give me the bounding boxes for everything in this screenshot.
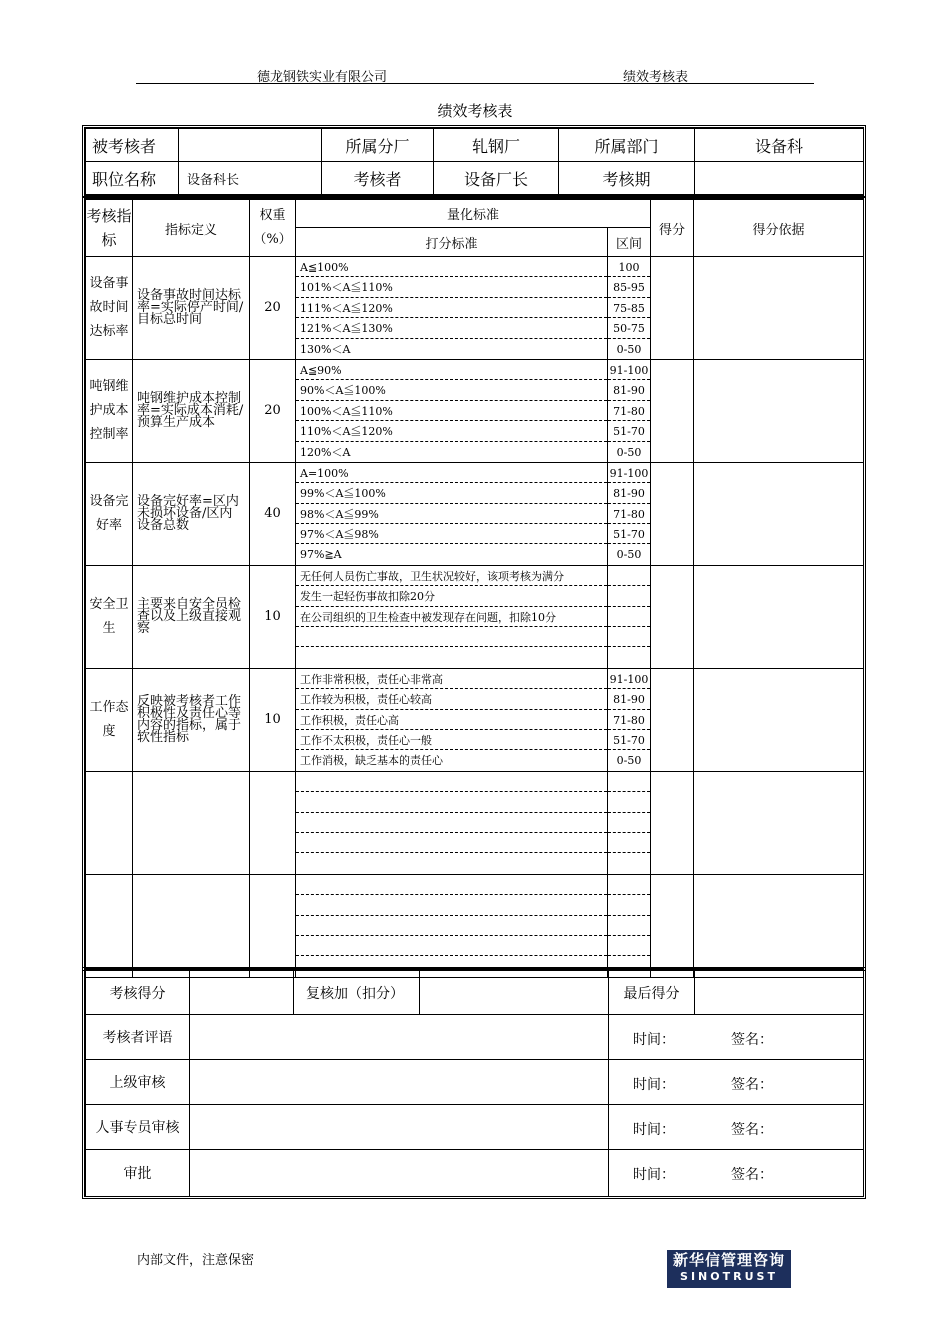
score-field[interactable] bbox=[651, 359, 694, 462]
col-definition: 指标定义 bbox=[133, 200, 250, 257]
review-row-sign bbox=[609, 1015, 864, 1060]
range-value: 51-70 bbox=[608, 421, 650, 441]
indicator-row bbox=[86, 565, 864, 668]
range-value: 0-50 bbox=[616, 754, 642, 768]
time-label: 时间： bbox=[633, 1167, 675, 1183]
col-quant: 量化标准 bbox=[296, 200, 651, 228]
basis-field[interactable] bbox=[694, 257, 864, 360]
basis-field[interactable] bbox=[694, 565, 864, 668]
scoring-criteria bbox=[296, 874, 608, 977]
sign-label: 签名： bbox=[731, 1122, 773, 1138]
info-table bbox=[82, 125, 866, 198]
indicator-definition: 设备完好率=区内未损坏设备/区内设备总数 bbox=[133, 462, 250, 565]
indicator-table bbox=[82, 196, 866, 971]
criterion-line: 发生一起轻伤事故扣除20分 bbox=[296, 586, 607, 606]
indicator-name: 吨钢维护成本控制率 bbox=[86, 359, 133, 462]
review-row-label: 审批 bbox=[86, 1150, 190, 1197]
time-label: 时间： bbox=[633, 1077, 675, 1093]
range-value: 85-95 bbox=[608, 277, 650, 297]
score-ranges bbox=[608, 462, 651, 565]
range-value: 91-100 bbox=[608, 669, 650, 689]
review-field[interactable] bbox=[420, 971, 609, 1015]
range-value bbox=[608, 586, 650, 606]
review-row-sign bbox=[609, 1060, 864, 1105]
range-value: 81-90 bbox=[608, 483, 650, 503]
indicator-row bbox=[86, 874, 864, 977]
criterion-line bbox=[296, 936, 607, 956]
range-value: 75-85 bbox=[608, 298, 650, 318]
indicator-name: 工作态度 bbox=[86, 668, 133, 771]
range-value: 51-70 bbox=[608, 730, 650, 750]
criterion-line bbox=[296, 627, 607, 647]
col-scoring: 打分标准 bbox=[296, 228, 608, 257]
range-value bbox=[608, 875, 650, 895]
footer-note: 内部文件，注意保密 bbox=[137, 1253, 255, 1268]
time-label: 时间： bbox=[633, 1032, 675, 1048]
sign-label: 签名： bbox=[731, 1077, 773, 1093]
indicator-weight bbox=[250, 771, 296, 874]
score-ranges bbox=[608, 668, 651, 771]
score-field[interactable] bbox=[651, 257, 694, 360]
indicator-definition bbox=[133, 771, 250, 874]
review-row-label: 考核者评语 bbox=[86, 1015, 190, 1060]
review-row-comment[interactable] bbox=[190, 1150, 609, 1197]
indicator-name bbox=[86, 874, 133, 977]
criterion-line: 98%＜A≦99% bbox=[296, 504, 607, 524]
indicator-row bbox=[86, 257, 864, 360]
examinee-label: 被考核者 bbox=[86, 129, 179, 162]
criterion-line: 工作消极，缺乏基本的责任心 bbox=[300, 754, 443, 768]
review-row-comment[interactable] bbox=[190, 1105, 609, 1150]
review-row-comment[interactable] bbox=[190, 1060, 609, 1105]
position-field[interactable]: 设备科长 bbox=[179, 162, 322, 195]
company-name: 德龙钢铁实业有限公司 bbox=[257, 70, 388, 85]
range-value: 0-50 bbox=[616, 548, 642, 562]
indicator-name: 安全卫生 bbox=[86, 565, 133, 668]
score-field[interactable] bbox=[190, 971, 294, 1015]
indicator-definition: 主要来自安全员检查以及上级直接观察 bbox=[133, 565, 250, 668]
dept-field[interactable]: 设备科 bbox=[695, 129, 864, 162]
range-value: 91-100 bbox=[608, 360, 650, 380]
examiner-label: 考核者 bbox=[322, 162, 434, 195]
criterion-line: 120%＜A bbox=[300, 445, 351, 459]
indicator-name: 设备完好率 bbox=[86, 462, 133, 565]
criterion-line: 工作积极，责任心高 bbox=[296, 710, 607, 730]
col-indicator: 考核指标 bbox=[86, 200, 133, 257]
scoring-criteria bbox=[296, 462, 608, 565]
review-row-label: 人事专员审核 bbox=[86, 1105, 190, 1150]
criterion-line: 130%＜A bbox=[300, 342, 351, 356]
range-value: 71-80 bbox=[608, 710, 650, 730]
criterion-line bbox=[296, 772, 607, 792]
basis-field[interactable] bbox=[694, 874, 864, 977]
range-value: 71-80 bbox=[608, 401, 650, 421]
col-range: 区间 bbox=[608, 228, 651, 257]
score-ranges bbox=[608, 565, 651, 668]
col-weight: 权重（%） bbox=[250, 200, 296, 257]
sinotrust-logo bbox=[667, 1250, 791, 1288]
range-value: 91-100 bbox=[608, 463, 650, 483]
range-value: 71-80 bbox=[608, 504, 650, 524]
basis-field[interactable] bbox=[694, 771, 864, 874]
criterion-line: 99%＜A≦100% bbox=[296, 483, 607, 503]
score-label: 考核得分 bbox=[86, 971, 190, 1015]
criterion-line bbox=[296, 833, 607, 853]
scoring-criteria bbox=[296, 565, 608, 668]
criterion-line: 无任何人员伤亡事故，卫生状况较好，该项考核为满分 bbox=[296, 566, 607, 586]
indicator-weight bbox=[250, 874, 296, 977]
range-value bbox=[608, 566, 650, 586]
criterion-line bbox=[296, 853, 607, 873]
review-row-sign bbox=[609, 1105, 864, 1150]
doc-name: 绩效考核表 bbox=[623, 70, 689, 85]
criterion-line: 111%＜A≦120% bbox=[296, 298, 607, 318]
score-field[interactable] bbox=[651, 462, 694, 565]
criterion-line: 工作不太积极，责任心一般 bbox=[296, 730, 607, 750]
criterion-line: 121%＜A≦130% bbox=[296, 318, 607, 338]
indicator-row bbox=[86, 771, 864, 874]
range-value bbox=[608, 916, 650, 936]
range-value bbox=[608, 792, 650, 812]
range-value bbox=[608, 772, 650, 792]
indicator-definition: 吨钢维护成本控制率=实际成本消耗/预算生产成本 bbox=[133, 359, 250, 462]
review-row-label: 上级审核 bbox=[86, 1060, 190, 1105]
indicator-name: 设备事故时间达标率 bbox=[86, 257, 133, 360]
indicator-weight: 20 bbox=[250, 359, 296, 462]
criterion-line: A≦90% bbox=[296, 360, 607, 380]
examinee-field[interactable] bbox=[179, 129, 322, 162]
score-ranges bbox=[608, 257, 651, 360]
range-value bbox=[608, 853, 650, 873]
indicator-row bbox=[86, 359, 864, 462]
criterion-line: 90%＜A≦100% bbox=[296, 380, 607, 400]
header-rule bbox=[136, 83, 814, 84]
criterion-line: 110%＜A≦120% bbox=[296, 421, 607, 441]
scoring-criteria bbox=[296, 257, 608, 360]
page-title: 绩效考核表 bbox=[437, 102, 513, 120]
criterion-line: 工作较为积极，责任心较高 bbox=[296, 689, 607, 709]
indicator-row bbox=[86, 668, 864, 771]
range-value bbox=[608, 895, 650, 915]
criterion-line: 工作非常积极，责任心非常高 bbox=[296, 669, 607, 689]
range-value bbox=[608, 833, 650, 853]
criterion-line bbox=[296, 895, 607, 915]
range-value bbox=[608, 936, 650, 956]
indicator-name bbox=[86, 771, 133, 874]
criterion-line bbox=[296, 916, 607, 936]
criterion-line bbox=[296, 792, 607, 812]
score-field[interactable] bbox=[651, 565, 694, 668]
sign-label: 签名： bbox=[731, 1167, 773, 1183]
basis-field[interactable] bbox=[694, 359, 864, 462]
criterion-line: 101%＜A≦110% bbox=[296, 277, 607, 297]
col-score: 得分 bbox=[651, 200, 694, 257]
range-value: 50-75 bbox=[608, 318, 650, 338]
criterion-line bbox=[296, 875, 607, 895]
indicator-definition bbox=[133, 874, 250, 977]
criterion-line: A≦100% bbox=[296, 257, 607, 277]
range-value bbox=[608, 813, 650, 833]
criterion-line: 97%≧A bbox=[300, 548, 342, 562]
criterion-line: 在公司组织的卫生检查中被发现存在问题，扣除10分 bbox=[296, 607, 607, 627]
range-value: 0-50 bbox=[616, 445, 642, 459]
scoring-criteria bbox=[296, 359, 608, 462]
logo-en: SINOTRUST bbox=[680, 1270, 778, 1283]
range-value: 100 bbox=[608, 257, 650, 277]
indicator-row bbox=[86, 462, 864, 565]
indicator-weight: 10 bbox=[250, 668, 296, 771]
score-ranges bbox=[608, 874, 651, 977]
basis-field[interactable] bbox=[694, 462, 864, 565]
range-value: 0-50 bbox=[616, 342, 642, 356]
scoring-criteria bbox=[296, 771, 608, 874]
summary-table bbox=[82, 967, 866, 1199]
period-field[interactable] bbox=[695, 162, 864, 195]
branch-label: 所属分厂 bbox=[322, 129, 434, 162]
final-field[interactable] bbox=[695, 971, 864, 1015]
col-basis: 得分依据 bbox=[694, 200, 864, 257]
time-label: 时间： bbox=[633, 1122, 675, 1138]
examiner-field[interactable]: 设备厂长 bbox=[434, 162, 559, 195]
score-field[interactable] bbox=[651, 771, 694, 874]
range-value: 51-70 bbox=[608, 524, 650, 544]
final-label: 最后得分 bbox=[609, 971, 695, 1015]
indicator-weight: 20 bbox=[250, 257, 296, 360]
range-value bbox=[608, 607, 650, 627]
range-value bbox=[608, 627, 650, 647]
review-row-sign bbox=[609, 1150, 864, 1197]
criterion-line bbox=[296, 813, 607, 833]
review-label: 复核加（扣分） bbox=[294, 971, 420, 1015]
indicator-definition: 设备事故时间达标率=实际停产时间/目标总时间 bbox=[133, 257, 250, 360]
dept-label: 所属部门 bbox=[559, 129, 695, 162]
score-field[interactable] bbox=[651, 668, 694, 771]
criterion-line: 97%＜A≦98% bbox=[296, 524, 607, 544]
basis-field[interactable] bbox=[694, 668, 864, 771]
review-row-comment[interactable] bbox=[190, 1015, 609, 1060]
criterion-line bbox=[296, 647, 607, 667]
criterion-line: A=100% bbox=[296, 463, 607, 483]
branch-field[interactable]: 轧钢厂 bbox=[434, 129, 559, 162]
criterion-line: 100%＜A≦110% bbox=[296, 401, 607, 421]
logo-cn: 新华信管理咨询 bbox=[672, 1251, 785, 1269]
position-label: 职位名称 bbox=[86, 162, 179, 195]
range-value bbox=[608, 647, 650, 667]
range-value: 81-90 bbox=[608, 689, 650, 709]
range-value: 81-90 bbox=[608, 380, 650, 400]
indicator-weight: 40 bbox=[250, 462, 296, 565]
score-ranges bbox=[608, 771, 651, 874]
score-field[interactable] bbox=[651, 874, 694, 977]
indicator-weight: 10 bbox=[250, 565, 296, 668]
sign-label: 签名： bbox=[731, 1032, 773, 1048]
scoring-criteria bbox=[296, 668, 608, 771]
score-ranges bbox=[608, 359, 651, 462]
indicator-definition: 反映被考核者工作积极性及责任心等内容的指标，属于软性指标 bbox=[133, 668, 250, 771]
period-label: 考核期 bbox=[559, 162, 695, 195]
